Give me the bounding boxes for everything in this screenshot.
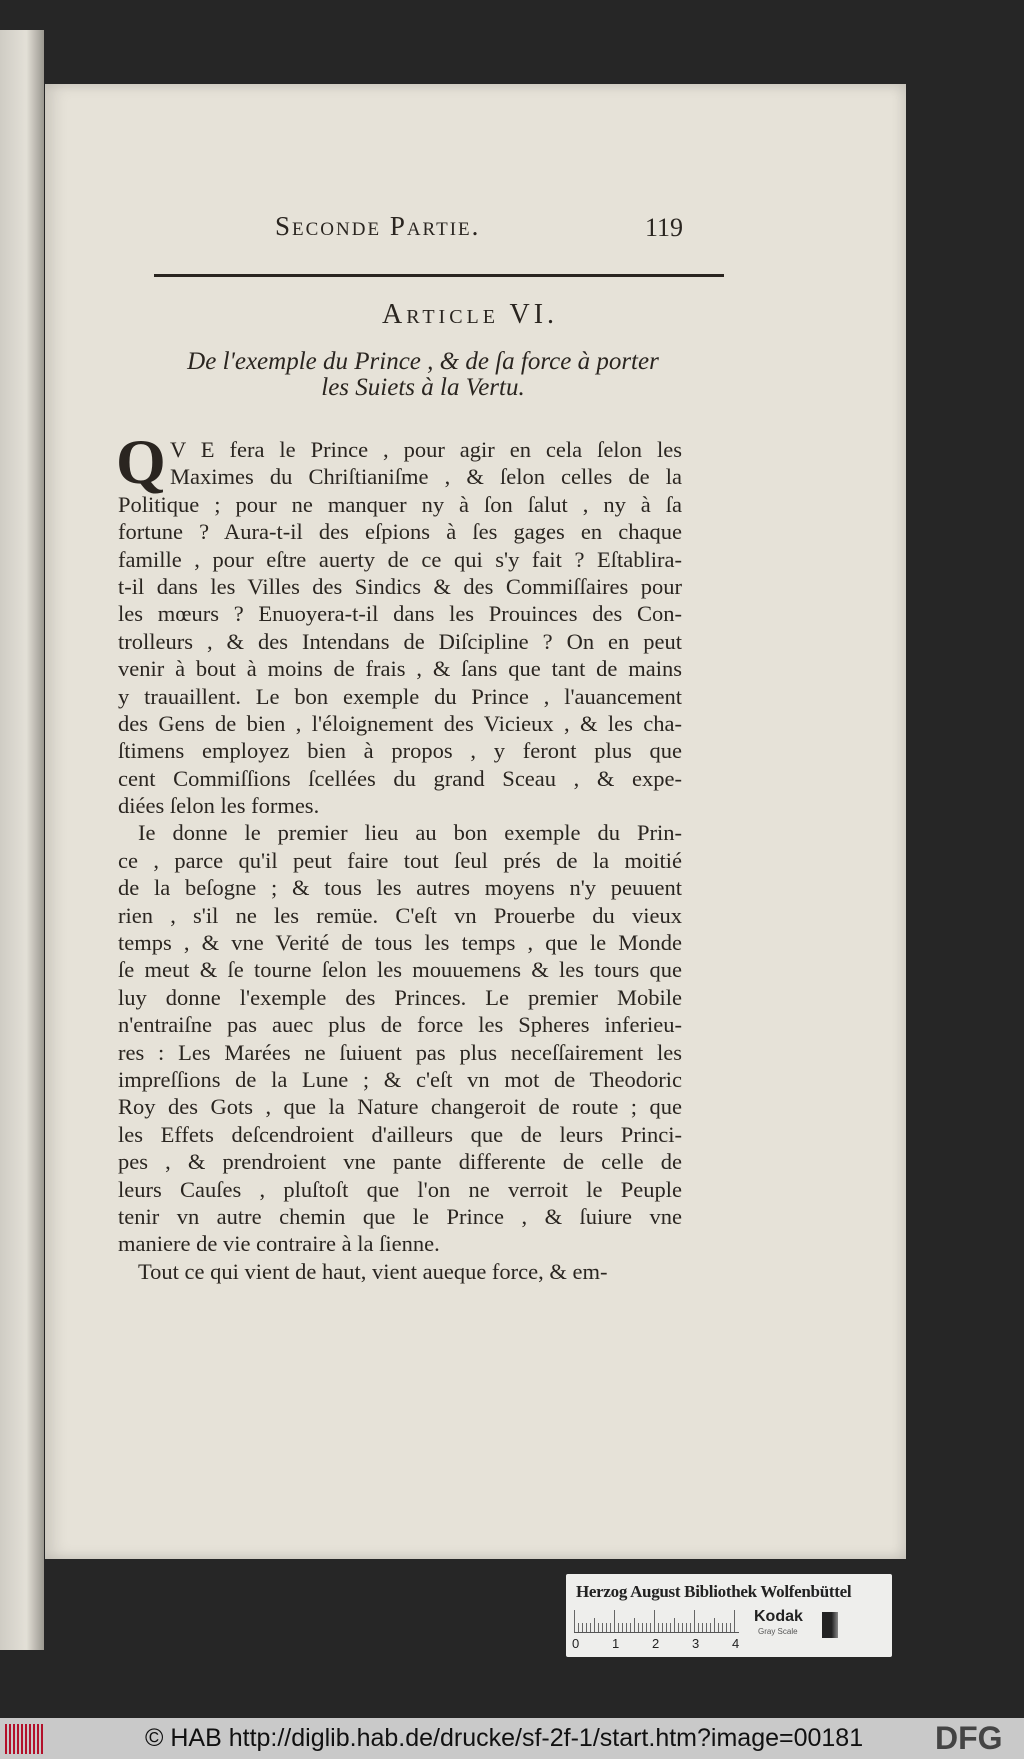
ruler-tick [622, 1623, 623, 1632]
ruler-tick [606, 1623, 607, 1632]
article-subtitle [118, 349, 728, 401]
ruler-tick [618, 1623, 619, 1632]
text-line: y trauaillent. Le bon exemple du Prince , l'auancement [118, 683, 682, 709]
text-line: Maximes du Chriſtianiſme , & ſelon celles de la [170, 464, 682, 490]
text-line: trolleurs , & des Intendans de Diſcipline ? On en peut [118, 628, 682, 654]
previous-page-edge [0, 30, 44, 1650]
ruler-tick [614, 1610, 615, 1632]
text-line: cent Commiſſions ſcellées du grand Sceau , & expe- [118, 765, 682, 791]
text-line: des Gens de bien , l'éloignement des Vicieux , & les cha- [118, 710, 682, 736]
gray-patch [822, 1612, 838, 1638]
ruler-number: 4 [732, 1636, 740, 1651]
ruler-tick [718, 1623, 719, 1632]
ruler-tick [658, 1623, 659, 1632]
text-line: luy donne l'exemple des Princes. Le premier Mobile [118, 984, 682, 1010]
ruler-tick [674, 1618, 675, 1632]
ruler-tick [602, 1623, 603, 1632]
ruler-tick [722, 1623, 723, 1632]
library-name: Herzog August Bibliothek Wolfenbüttel [576, 1582, 852, 1601]
text-line: ſe meut & ſe tourne ſelon les mouuemens & les tours que [118, 957, 682, 983]
text-line: les mœurs ? Enuoyera-t-il dans les Prouinces des Con- [118, 601, 682, 627]
ruler-tick [638, 1623, 639, 1632]
hab-logo-icon [5, 1724, 45, 1754]
page-number: 119 [645, 213, 684, 242]
ruler-tick [646, 1623, 647, 1632]
ruler-tick [582, 1623, 583, 1632]
ruler-tick [654, 1610, 655, 1632]
ruler-tick [730, 1623, 731, 1632]
ruler-tick [578, 1623, 579, 1632]
ruler-tick [686, 1623, 687, 1632]
ruler-tick [598, 1623, 599, 1632]
text-line: Roy des Gots , que la Nature changeroit de route ; que [118, 1094, 682, 1120]
ruler-tick [626, 1623, 627, 1632]
ruler-tick [698, 1623, 699, 1632]
header-rule [154, 274, 724, 277]
ruler-tick [666, 1623, 667, 1632]
ruler-tick [586, 1623, 587, 1632]
text-line: res : Les Marées ne ſuiuent pas plus neceſſairement les [118, 1039, 682, 1065]
ruler-tick [734, 1610, 735, 1632]
ruler-tick [682, 1623, 683, 1632]
copyright-link[interactable]: © HAB http://diglib.hab.de/drucke/sf-2f-1/start.htm?image=00181 [145, 1724, 864, 1752]
text-line: temps , & vne Verité de tous les temps , que le Monde [118, 930, 682, 956]
text-line: t-il dans les Villes des Sindics & des Commiſſaires pour [118, 573, 682, 599]
drop-cap: Q [116, 426, 166, 497]
text-line: diées ſelon les formes. [118, 793, 320, 819]
text-line: Ie donne le premier lieu au bon exemple du Prin- [138, 820, 682, 846]
text-line: Tout ce qui vient de haut, vient aueque force, & em- [138, 1258, 608, 1284]
text-line: ſtimens employez bien à propos , y feront plus que [118, 738, 682, 764]
gray-scale-text: Gray Scale [758, 1627, 798, 1636]
footer-bar [0, 1718, 1024, 1759]
text-line: impreſſions de la Lune ; & c'eſt vn mot de Theodoric [118, 1066, 682, 1092]
ruler-tick [694, 1610, 695, 1632]
ruler-tick [650, 1623, 651, 1632]
ruler-tick [642, 1623, 643, 1632]
ruler-tick [706, 1623, 707, 1632]
text-line: les Effets deſcendroient d'ailleurs que de leurs Princi- [118, 1121, 682, 1147]
text-line: ce , parce qu'il peut faire tout ſeul prés de la moitié [118, 847, 682, 873]
text-line: tenir vn autre chemin que le Prince , & ſuiure vne [118, 1203, 682, 1229]
library-color-scale-label [566, 1574, 892, 1657]
text-line: n'entraiſne pas auec plus de force les Spheres inferieu- [118, 1012, 682, 1038]
ruler-tick [610, 1623, 611, 1632]
ruler-number: 3 [692, 1636, 700, 1651]
book-page [45, 84, 906, 1559]
text-line: rien , s'il ne les remüe. C'eſt vn Prouerbe du vieux [118, 902, 682, 928]
ruler-tick [702, 1623, 703, 1632]
ruler-number: 0 [572, 1636, 580, 1651]
ruler-number: 2 [652, 1636, 660, 1651]
body-text [116, 426, 682, 1285]
text-line: de la beſogne ; & tous les autres moyens n'y peuuent [118, 875, 682, 901]
ruler-tick [574, 1610, 575, 1632]
ruler-tick [670, 1623, 671, 1632]
text-line: leurs Cauſes , pluſtoſt que l'on ne verroit le Peuple [118, 1176, 682, 1202]
ruler-number: 1 [612, 1636, 620, 1651]
ruler-tick [630, 1623, 631, 1632]
ruler-tick [714, 1618, 715, 1632]
subtitle-line: De l'exemple du Prince , & de ſa force à porter [187, 348, 659, 375]
section-title: Seconde Partie. [275, 211, 481, 241]
ruler-tick [678, 1623, 679, 1632]
kodak-brand: Kodak [754, 1608, 803, 1625]
text-line: pes , & prendroient vne pante differente de celle de [118, 1149, 682, 1175]
ruler-tick [590, 1623, 591, 1632]
ruler-tick [634, 1618, 635, 1632]
dfg-logo: DFG [935, 1720, 1003, 1756]
text-line: fortune ? Aura-t-il des eſpions à ſes gages en chaque [118, 519, 682, 545]
subtitle-line: les Suiets à la Vertu. [321, 374, 525, 401]
ruler-tick [690, 1623, 691, 1632]
ruler-scale [574, 1610, 739, 1633]
ruler-tick [662, 1623, 663, 1632]
ruler-tick [710, 1623, 711, 1632]
text-line: Politique ; pour ne manquer ny à ſon ſalut , ny à ſa [118, 491, 682, 517]
text-line: venir à bout à moins de frais , & ſans que tant de mains [118, 656, 682, 682]
ruler-tick [594, 1618, 595, 1632]
text-line: famille , pour eſtre auerty de ce qui s'y fait ? Eſtablira- [118, 546, 682, 572]
text-line: V E fera le Prince , pour agir en cela ſelon les [170, 437, 682, 462]
text-line: maniere de vie contraire à la ſienne. [118, 1231, 440, 1257]
ruler-tick [726, 1623, 727, 1632]
article-title: Article VI. [381, 299, 559, 330]
